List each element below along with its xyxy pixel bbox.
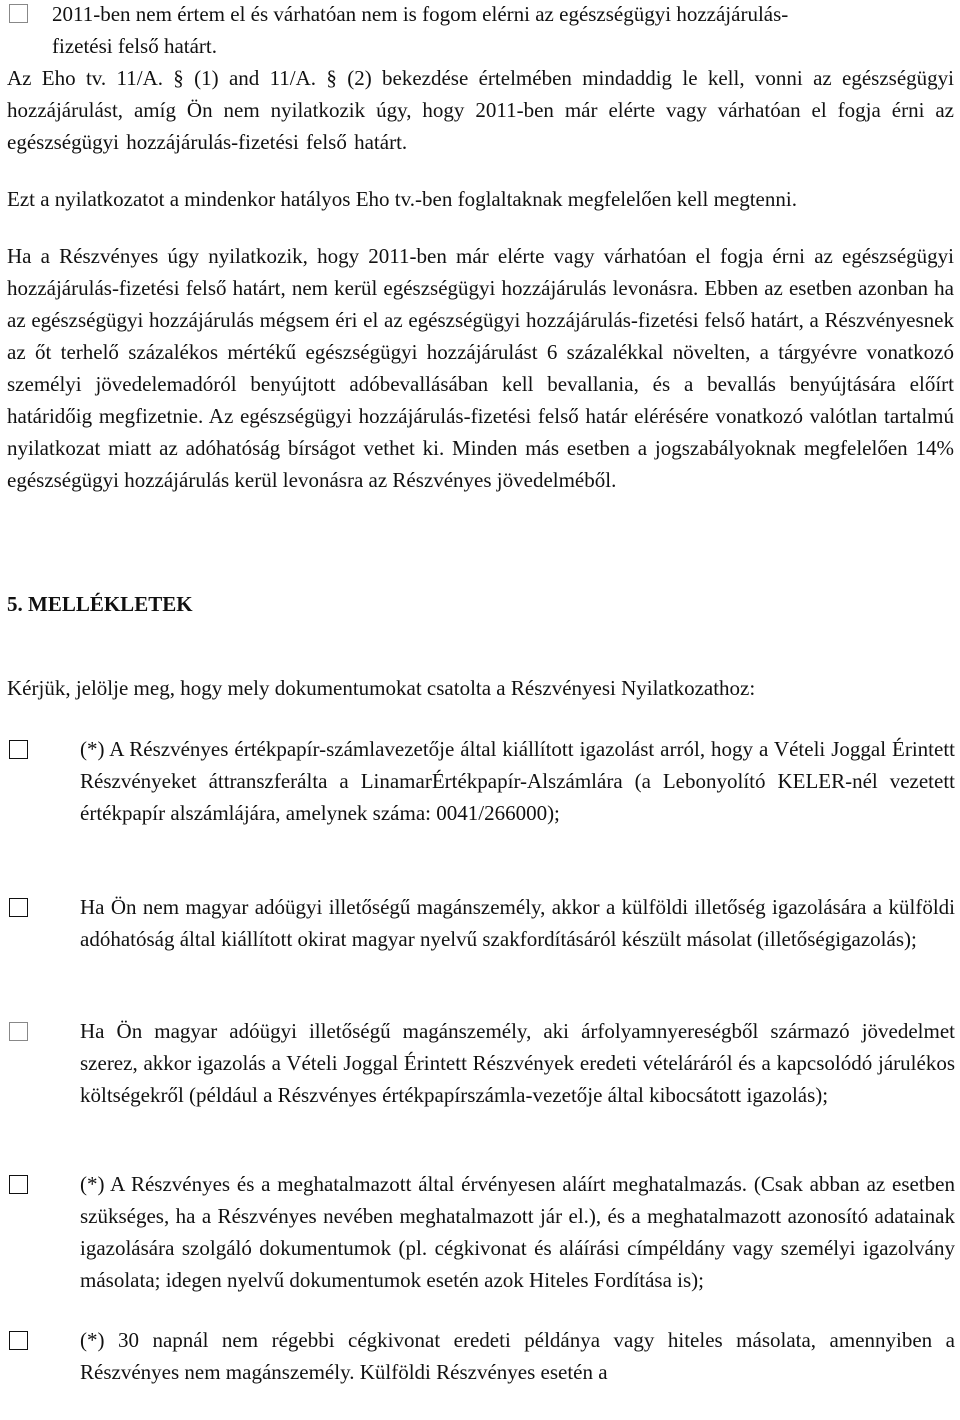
declaration-paragraph: Ha a Részvényes úgy nyilatkozik, hogy 2011-ben már elérte vagy várhatóan el fogja érni az egészségügyi hozzájárulás-fizetési felső határt, nem kerül egészségügyi hozzájárulás levonásra. Ebben az esetben azonban ha az egészségügyi hozzájárulás mégsem éri el az egészségügyi hozzájárulás-fizetési felső határt, a Részvényesnek az őt terhelő százalékos mértékű egészségügyi hozzájárulást 6 százalékkal növelten, a tárgyévre vonatkozó személyi jövedelemadóról benyújtott adóbevallásában kell bevallania, és a bevallás benyújtására előírt határidőig megfizetnie. Az egészségügyi hozzájárulás-fizetési felső határ elérésére vonatkozó valótlan tartalmú nyilatkozat miatt az adóhatóság bírságot vethet ki. Minden más esetben a jogszabályoknak megfelelően 14% egészségügyi hozzájárulás kerül levonásra az Részvényes jövedelméből. [7, 244, 954, 492]
attachment-checkbox-3[interactable] [9, 1022, 28, 1041]
attachment-item-5: (*) 30 napnál nem régebbi cégkivonat eredeti példánya vagy hiteles másolata, amennyiben a Részvényes nem magánszemély. Külföldi Részvényes esetén a [80, 1328, 955, 1384]
option-text-line-2: fizetési felső határt. [52, 34, 218, 58]
attachment-item-4: (*) A Részvényes és a meghatalmazott által érvényesen aláírt meghatalmazás. (Csak abban az esetben szükséges, ha a Részvényes nevében meghatalmazott jár el.), és a meghatalmazott azonosító adatainak igazolására szolgáló dokumentumok (pl. cégkivonat és aláírási címpéldány vagy személyi igazolvány másolata; idegen nyelvű dokumentumok esetén azok Hiteles Fordítása is); [80, 1172, 955, 1292]
attachment-checkbox-4[interactable] [9, 1175, 28, 1194]
section-heading: 5. MELLÉKLETEK [7, 592, 193, 616]
attachment-item-2: Ha Ön nem magyar adóügyi illetőségű magánszemély, akkor a külföldi illetőség igazolására a külföldi adóhatóság által kiállított okirat magyar nyelvű szakfordításáról készült másolat (illetőségigazolás); [80, 895, 955, 951]
attachment-checkbox-1[interactable] [9, 740, 28, 759]
attachment-checkbox-2[interactable] [9, 898, 28, 917]
attachments-prompt: Kérjük, jelölje meg, hogy mely dokumentumokat csatolta a Részvényesi Nyilatkozathoz: [7, 676, 756, 700]
attachment-item-3: Ha Ön magyar adóügyi illetőségű magánszemély, aki árfolyamnyereségből származó jövedelmet szerez, akkor igazolás a Vételi Joggal Érintett Részvények eredeti vételáráról és a kapcsolódó járulékos költségekről (például a Részvényes értékpapírszámla-vezetője által kibocsátott igazolás); [80, 1019, 955, 1107]
eho-paragraph: Az Eho tv. 11/A. § (1) and 11/A. § (2) bekezdése értelmében mindaddig le kell, vonni az egészségügyi hozzájárulást, amíg Ön nem nyilatkozik úgy, hogy 2011-ben már elérte vagy várhatóan el fogja érni az egészségügyi hozzájárulás-fizetési felső határt. [7, 66, 954, 154]
declaration-note: Ezt a nyilatkozatot a mindenkor hatályos Eho tv.-ben foglaltaknak megfelelően kell megtenni. [7, 187, 797, 211]
attachment-item-1: (*) A Részvényes értékpapír-számlavezetője által kiállított igazolást arról, hogy a Vételi Joggal Érintett Részvényeket áttranszferálta a LinamarÉrtékpapír-Alszámlára (a Lebonyolító KELER-nél vezetett értékpapír alszámlájára, amelynek száma: 0041/266000); [80, 737, 955, 825]
option-text-line-1: 2011-ben nem értem el és várhatóan nem is fogom elérni az egészségügyi hozzájárulás- [52, 2, 789, 26]
attachment-checkbox-5[interactable] [9, 1331, 28, 1350]
option-checkbox[interactable] [9, 4, 28, 23]
